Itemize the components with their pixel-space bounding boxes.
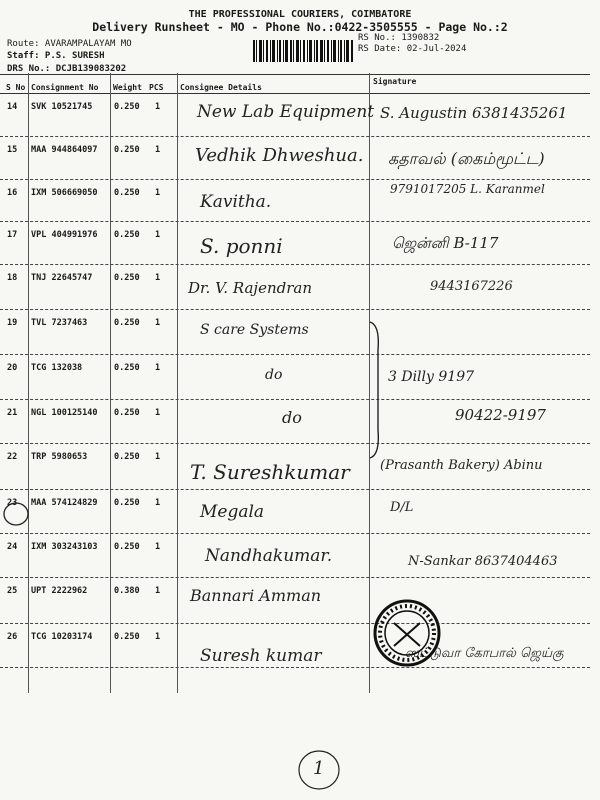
consignee-handwritten: do xyxy=(282,408,302,427)
signature-handwritten: N-Sankar 8637404463 xyxy=(408,554,558,569)
signature-handwritten: ஸட்டுவா கோபால் ஜெய்கு xyxy=(405,646,564,661)
consignee-handwritten: S. ponni xyxy=(200,234,283,258)
weight-value: 0.250 xyxy=(114,408,140,418)
pieces-count: 1 xyxy=(155,408,161,418)
col-sno-header: S No xyxy=(6,83,26,92)
table-row xyxy=(0,578,590,624)
weight-value: 0.250 xyxy=(114,273,140,283)
pieces-count: 1 xyxy=(155,452,161,462)
table-row xyxy=(0,355,590,400)
table-row xyxy=(0,534,590,578)
consignment-number: TCG 10203174 xyxy=(31,632,93,642)
serial-number: 25 xyxy=(7,586,18,596)
serial-number: 18 xyxy=(7,273,18,283)
consignee-handwritten: Bannari Amman xyxy=(190,586,322,605)
serial-number: 14 xyxy=(7,102,18,112)
table-top-rule xyxy=(0,74,590,75)
consignment-number: TCG 132038 xyxy=(31,363,83,373)
signature-handwritten: ஜென்னி B-117 xyxy=(392,234,499,252)
table-row xyxy=(0,265,590,310)
weight-value: 0.250 xyxy=(114,542,140,552)
consignment-number: SVK 10521745 xyxy=(31,102,93,112)
pieces-count: 1 xyxy=(155,230,161,240)
col-consignee-header: Consignee Details xyxy=(180,83,262,92)
signature-handwritten: கதாவல் (கைம்மூட்ட) xyxy=(388,149,545,168)
route-label: Route: AVARAMPALAYAM MO xyxy=(7,39,132,49)
consignment-number: TVL 7237463 xyxy=(31,318,88,328)
table-row xyxy=(0,180,590,222)
footer-mark-number: 1 xyxy=(313,758,325,779)
signature-handwritten: (Prasanth Bakery) Abinu xyxy=(380,458,543,473)
pieces-count: 1 xyxy=(155,273,161,283)
table-row xyxy=(0,444,590,490)
weight-value: 0.250 xyxy=(114,318,140,328)
pieces-count: 1 xyxy=(155,318,161,328)
pieces-count: 1 xyxy=(155,363,161,373)
consignee-handwritten: New Lab Equipment xyxy=(197,102,375,122)
pieces-count: 1 xyxy=(155,498,161,508)
consignment-number: TRP 5980653 xyxy=(31,452,88,462)
serial-number: 16 xyxy=(7,188,18,198)
consignee-handwritten: do xyxy=(265,367,283,383)
table-row xyxy=(0,490,590,534)
drs-label: DRS No.: DCJB139083202 xyxy=(7,64,127,74)
table-row xyxy=(0,624,590,668)
consignment-number: MAA 944864097 xyxy=(31,145,98,155)
signature-handwritten: 9791017205 L. Karanmel xyxy=(390,182,545,196)
consignment-number: IXM 303243103 xyxy=(31,542,98,552)
serial-number: 17 xyxy=(7,230,18,240)
signature-handwritten: S. Augustin 6381435261 xyxy=(380,104,568,122)
pieces-count: 1 xyxy=(155,542,161,552)
consignment-number: UPT 2222962 xyxy=(31,586,88,596)
runsheet-subtitle: Delivery Runsheet - MO - Phone No.:0422-3505555 - Page No.:2 xyxy=(92,20,508,34)
consignment-number: VPL 404991976 xyxy=(31,230,98,240)
weight-value: 0.250 xyxy=(114,230,140,240)
consignee-handwritten: T. Sureshkumar xyxy=(190,460,350,484)
col-pcs-header: PCS xyxy=(149,83,164,92)
table-row xyxy=(0,94,590,137)
company-title: THE PROFESSIONAL COURIERS, COIMBATORE xyxy=(188,9,412,20)
table-row xyxy=(0,310,590,355)
pieces-count: 1 xyxy=(155,632,161,642)
serial-number: 21 xyxy=(7,408,18,418)
circled-mark xyxy=(2,500,30,528)
col-signature-header: Signature xyxy=(373,77,417,86)
pieces-count: 1 xyxy=(155,102,161,112)
signature-handwritten: 3 Dilly 9197 xyxy=(388,369,475,385)
col-consignment-header: Consignment No xyxy=(31,83,99,92)
consignee-handwritten: Suresh kumar xyxy=(200,646,322,666)
serial-number: 19 xyxy=(7,318,18,328)
rs-number: RS No.: 1390832 xyxy=(358,33,440,43)
consignee-handwritten: Vedhik Dhweshua. xyxy=(195,145,364,166)
weight-value: 0.250 xyxy=(114,632,140,642)
consignment-number: IXM 506669050 xyxy=(31,188,98,198)
serial-number: 22 xyxy=(7,452,18,462)
consignee-handwritten: Dr. V. Rajendran xyxy=(188,279,312,297)
col-weight-header: Weight xyxy=(113,83,142,92)
bracket-mark xyxy=(368,320,388,460)
serial-number: 15 xyxy=(7,145,18,155)
signature-handwritten: 9443167226 xyxy=(430,279,513,294)
table-row xyxy=(0,400,590,444)
consignment-number: TNJ 22645747 xyxy=(31,273,93,283)
courier-stamp-seal xyxy=(372,598,442,668)
weight-value: 0.380 xyxy=(114,586,140,596)
barcode-image xyxy=(253,40,354,62)
rs-date: RS Date: 02-Jul-2024 xyxy=(358,44,467,54)
serial-number: 26 xyxy=(7,632,18,642)
staff-label: Staff: P.S. SURESH xyxy=(7,51,105,61)
row-separator xyxy=(0,667,590,668)
weight-value: 0.250 xyxy=(114,145,140,155)
consignment-number: NGL 100125140 xyxy=(31,408,98,418)
weight-value: 0.250 xyxy=(114,102,140,112)
serial-number: 20 xyxy=(7,363,18,373)
pieces-count: 1 xyxy=(155,586,161,596)
consignee-handwritten: Kavitha. xyxy=(200,192,272,212)
signature-handwritten: D/L xyxy=(390,500,414,515)
consignee-handwritten: Megala xyxy=(200,502,265,522)
pieces-count: 1 xyxy=(155,188,161,198)
consignee-handwritten: Nandhakumar. xyxy=(205,546,333,566)
table-row xyxy=(0,137,590,180)
weight-value: 0.250 xyxy=(114,188,140,198)
serial-number: 24 xyxy=(7,542,18,552)
serial-number: 23 xyxy=(7,498,18,508)
consignment-number: MAA 574124829 xyxy=(31,498,98,508)
weight-value: 0.250 xyxy=(114,498,140,508)
consignee-handwritten: S care Systems xyxy=(200,322,309,338)
weight-value: 0.250 xyxy=(114,363,140,373)
signature-handwritten: 90422-9197 xyxy=(455,406,546,424)
pieces-count: 1 xyxy=(155,145,161,155)
table-row xyxy=(0,222,590,265)
weight-value: 0.250 xyxy=(114,452,140,462)
